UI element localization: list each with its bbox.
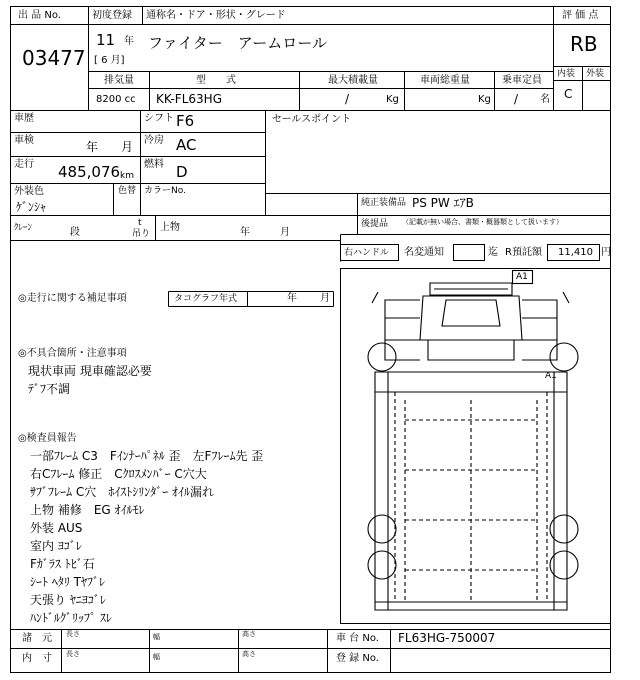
crane-ton: t	[138, 218, 142, 228]
report-line: ｻﾌﾞﾌﾚｰﾑ C穴 ﾎｲｽﾄｼﾘﾝﾀﾞｰ ｵｲﾙ漏れ	[30, 485, 215, 499]
score-label: 評 価 点	[562, 10, 599, 21]
body-month: 月	[280, 227, 290, 238]
color-change-label: 色替	[118, 186, 137, 196]
report-line: 天張り ﾔﾆﾖｺﾞﾚ	[30, 593, 106, 607]
type-label: 型 式	[196, 75, 236, 86]
recycle-deposit-value: 11,410	[558, 247, 593, 258]
defect-line: 現状車両 現車確認必要	[28, 364, 152, 378]
history-label: 車歴	[14, 113, 34, 124]
chassis-label: 車 台 No.	[336, 633, 379, 644]
equipment-value: PS PW ｴｱB	[412, 196, 474, 210]
steering-value: 右ハンドル	[344, 248, 390, 258]
diagram-mark: A1	[516, 272, 528, 282]
report-line: 外装 AUS	[30, 521, 83, 535]
lot-number: 03477	[22, 46, 86, 70]
max-load-label: 最大積載量	[328, 75, 378, 86]
first-reg-label: 初度登録	[92, 10, 132, 21]
inspection-label: 車検	[14, 135, 34, 146]
dimensions-label: 諸 元	[22, 633, 52, 644]
color-no-label: カラーNo.	[144, 186, 186, 196]
truck-diagram	[368, 271, 578, 611]
inspection-month: 月	[121, 140, 134, 154]
displacement-value: 8200 cc	[96, 94, 136, 105]
interior-dims-label: 内 寸	[22, 653, 52, 664]
recycle-deposit-label: R預託額	[505, 247, 542, 258]
body-year: 年	[240, 227, 250, 238]
reg-year-unit: 年	[124, 36, 134, 47]
exterior-label: 外装	[586, 69, 605, 79]
capacity-unit: 名	[540, 94, 550, 105]
yen-unit: 円	[601, 247, 611, 258]
body-label: 上物	[160, 222, 180, 233]
report-line: 一部ﾌﾚｰﾑ C3 Fｲﾝﾅｰﾊﾟﾈﾙ 歪 左Fﾌﾚｰﾑ先 歪	[30, 449, 264, 463]
height-label: 高さ	[242, 650, 256, 658]
fuel-label: 燃料	[144, 159, 164, 170]
interior-score: C	[564, 87, 573, 101]
chassis-number: FL63HG-750007	[398, 631, 496, 645]
diagram-mark: A1	[545, 371, 557, 381]
model-code: KK-FL63HG	[156, 92, 222, 106]
aftermarket-note: （記載が無い場合、書類・概器類として扱います）	[402, 218, 563, 226]
mileage-unit: km	[120, 171, 134, 181]
tachograph-label: タコグラフ年式	[174, 294, 238, 304]
tachograph-month: 月	[320, 293, 330, 304]
shift-value: F6	[176, 112, 195, 130]
aftermarket-label: 後提品	[361, 219, 389, 229]
report-line: 上物 補修 EG ｵｲﾙﾓﾚ	[30, 503, 145, 517]
driving-remarks-label: ◎走行に関する補足事項	[18, 293, 127, 304]
tachograph-year: 年	[287, 293, 297, 304]
proof-label: 迄	[488, 247, 498, 258]
disp-label: 排気量	[104, 75, 134, 86]
shift-label: シフト	[144, 113, 174, 124]
registration-label: 登 録 No.	[336, 653, 379, 664]
capacity-value: /	[514, 92, 519, 106]
defect-line: ﾃﾞﾌ不調	[28, 382, 71, 396]
inspector-label: ◎検査員報告	[18, 433, 77, 444]
inspection-year: 年	[86, 140, 99, 154]
crane-steps: 段	[70, 227, 80, 238]
height-label: 高さ	[242, 630, 256, 638]
report-line: ﾊﾝﾄﾞﾙｸﾞﾘｯﾌﾟ ｽﾚ	[30, 611, 112, 625]
mileage-value: 485,076	[58, 163, 121, 181]
crane-hang: 吊り	[132, 229, 151, 239]
interior-label: 内装	[557, 69, 576, 79]
report-line: 右Cﾌﾚｰﾑ 修正 Cｸﾛｽﾒﾝﾊﾞｰ C穴大	[30, 467, 207, 481]
crane-label: ｸﾚｰﾝ	[14, 223, 33, 233]
width-label: 幅	[153, 653, 160, 661]
model-name: ファイター アームロール	[148, 34, 327, 52]
sales-point-label: セールスポイント	[272, 114, 352, 125]
gross-label: 車両総重量	[420, 75, 470, 86]
fuel-value: D	[176, 163, 188, 181]
kg-unit-2: Kg	[478, 94, 491, 105]
ext-color-value: ｹﾞﾝｼｬ	[16, 200, 47, 214]
width-label: 幅	[153, 633, 160, 641]
capacity-label: 乗車定員	[502, 75, 542, 86]
score-value: RB	[570, 32, 598, 56]
reg-month: [ 6 月]	[94, 55, 125, 66]
ac-label: 冷房	[144, 135, 164, 146]
defect-label: ◎不具合箇所・注意事項	[18, 348, 127, 359]
equipment-label: 純正装備品	[361, 198, 407, 208]
report-line: Fｶﾞﾗｽ ﾄﾋﾞ石	[30, 557, 95, 571]
reg-year: 11	[96, 31, 116, 49]
max-load-value: /	[345, 92, 350, 106]
name-label: 通称名・ドア・形状・グレード	[146, 10, 286, 21]
length-label: 長さ	[66, 650, 80, 658]
kg-unit-1: Kg	[386, 94, 399, 105]
report-line: ｼｰﾄ ﾍﾀﾘ Tﾔﾌﾞﾚ	[30, 575, 105, 589]
ext-color-label: 外装色	[14, 186, 44, 197]
ac-value: AC	[176, 136, 197, 154]
name-change-label: 名変通知	[404, 247, 444, 258]
mileage-label: 走行	[14, 159, 34, 170]
report-line: 室内 ﾖｺﾞﾚ	[30, 539, 82, 553]
length-label: 長さ	[66, 630, 80, 638]
lot-label: 出 品 No.	[18, 10, 61, 21]
